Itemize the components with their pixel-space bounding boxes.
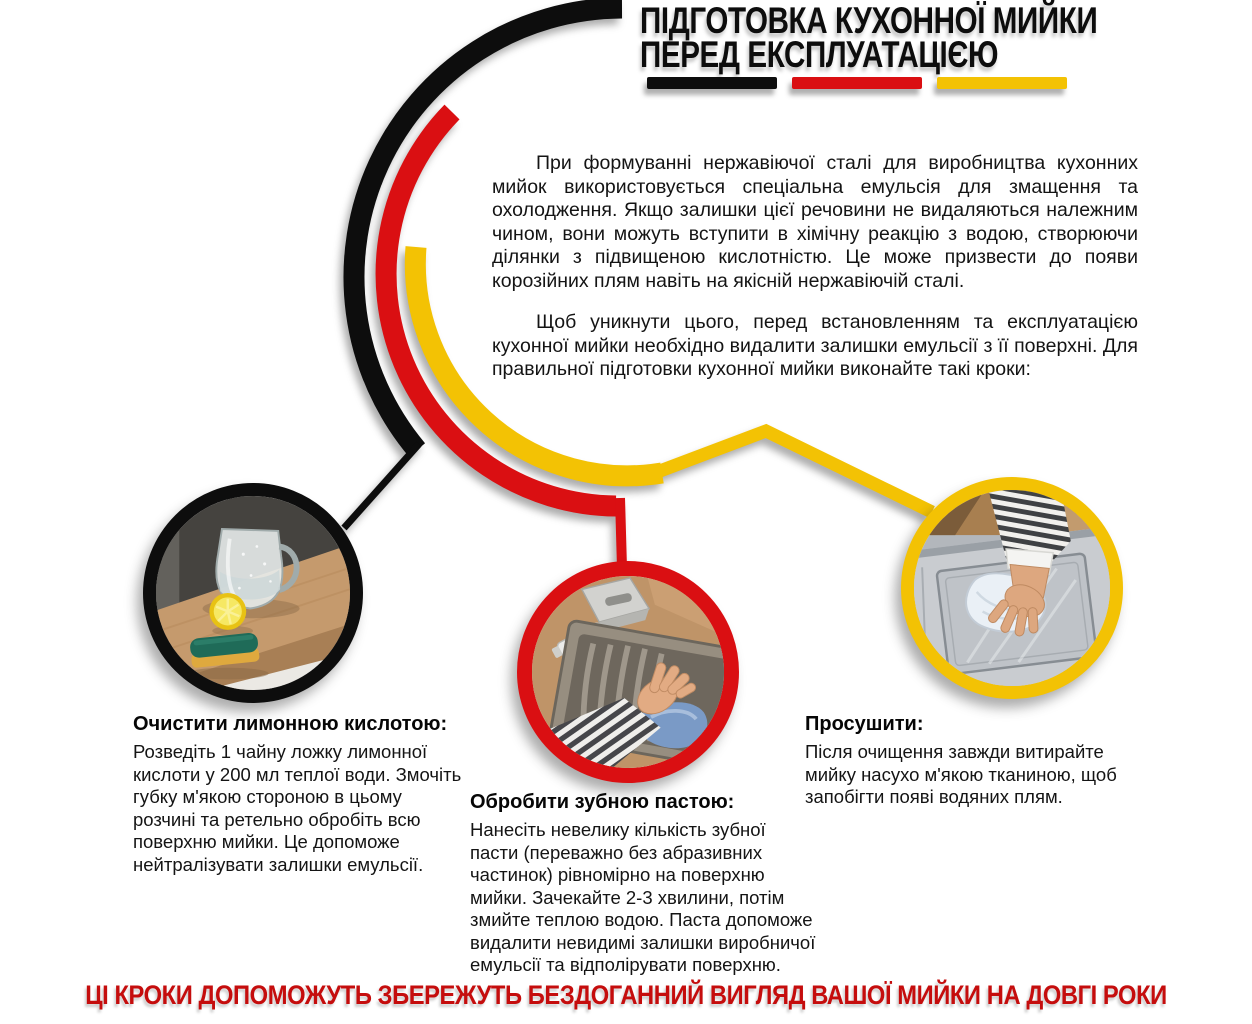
toothpaste-on-sink-photo bbox=[532, 576, 724, 768]
step1-photo-circle bbox=[143, 483, 363, 703]
step3-text-block bbox=[805, 712, 1153, 809]
step1-heading: Очистити лимонною кислотою: bbox=[133, 713, 448, 735]
flag-bar-red bbox=[792, 77, 922, 89]
footer-slogan: ЦІ КРОКИ ДОПОМОЖУТЬ ЗБЕРЕЖУТЬ БЕЗДОГАННИЙ ВИГЛЯД ВАШОЇ МИЙКИ НА ДОВГІ РОКИ bbox=[85, 980, 1167, 1010]
red-connector-line bbox=[620, 498, 622, 568]
step3-heading: Просушити: bbox=[805, 713, 924, 735]
step2-heading: Обробити зубною пастою: bbox=[470, 791, 735, 813]
step3-body: Після очищення завжди витирайте мийку насухо м'якою тканиною, щоб запобігти появі водяних плям. bbox=[805, 741, 1117, 807]
step2-photo-circle bbox=[517, 561, 739, 783]
step1-text-block bbox=[133, 712, 463, 876]
flag-bar-yellow bbox=[937, 77, 1067, 89]
intro-paragraph-2: Щоб уникнути цього, перед встановленням та експлуатацією кухонної мийки необхідно видалити залишки емульсії з її поверхні. Для правильної підготовки кухонної мийки виконайте такі кроки: bbox=[492, 311, 1138, 380]
step3-photo-circle bbox=[901, 477, 1123, 699]
water-pitcher-lemon-sponge-photo bbox=[156, 496, 350, 690]
flag-bar-black bbox=[647, 77, 777, 89]
intro-text bbox=[492, 152, 1138, 382]
page-title-line1: ПІДГОТОВКА КУХОННОЇ МИЙКИ bbox=[640, 0, 1098, 41]
flag-bars bbox=[647, 77, 1067, 89]
intro-paragraph-1: При формуванні нержавіючої сталі для виробництва кухонних мийок використовується спеціальна емульсія для змащення та охолодження. Якщо залишки цієї речовини не видаляються належним чином, вони можуть вступити в хімічну реакцію з водою, створюючи ділянки з підвищеною кислотністю. Це може призвести до появи корозійних плям навіть на якісній нержавіючій сталі. bbox=[492, 152, 1138, 292]
drying-sink-with-cloth-photo bbox=[914, 490, 1110, 686]
step2-body: Нанесіть невелику кількість зубної пасти (переважно без абразивних частинок) рівномірно на поверхню мийки. Зачекайте 2-3 хвилини, потім змийте теплою водою. Паста допоможе видалити невидимі залишки виробничої емульсії та відполірувати поверхню. bbox=[470, 819, 816, 975]
page-title-line2: ПЕРЕД ЕКСПЛУАТАЦІЄЮ bbox=[640, 34, 999, 75]
step2-text-block bbox=[470, 790, 818, 977]
step1-body: Розведіть 1 чайну ложку лимонної кислоти у 200 мл теплої води. Змочіть губку м'якою стороною в цьому розчині та ретельно обробіть всю поверхню мийки. Це допоможе нейтралізувати залишки емульсії. bbox=[133, 741, 462, 875]
black-connector-line bbox=[344, 444, 419, 528]
yellow-connector-line bbox=[652, 431, 932, 512]
page-title bbox=[640, 0, 1098, 75]
